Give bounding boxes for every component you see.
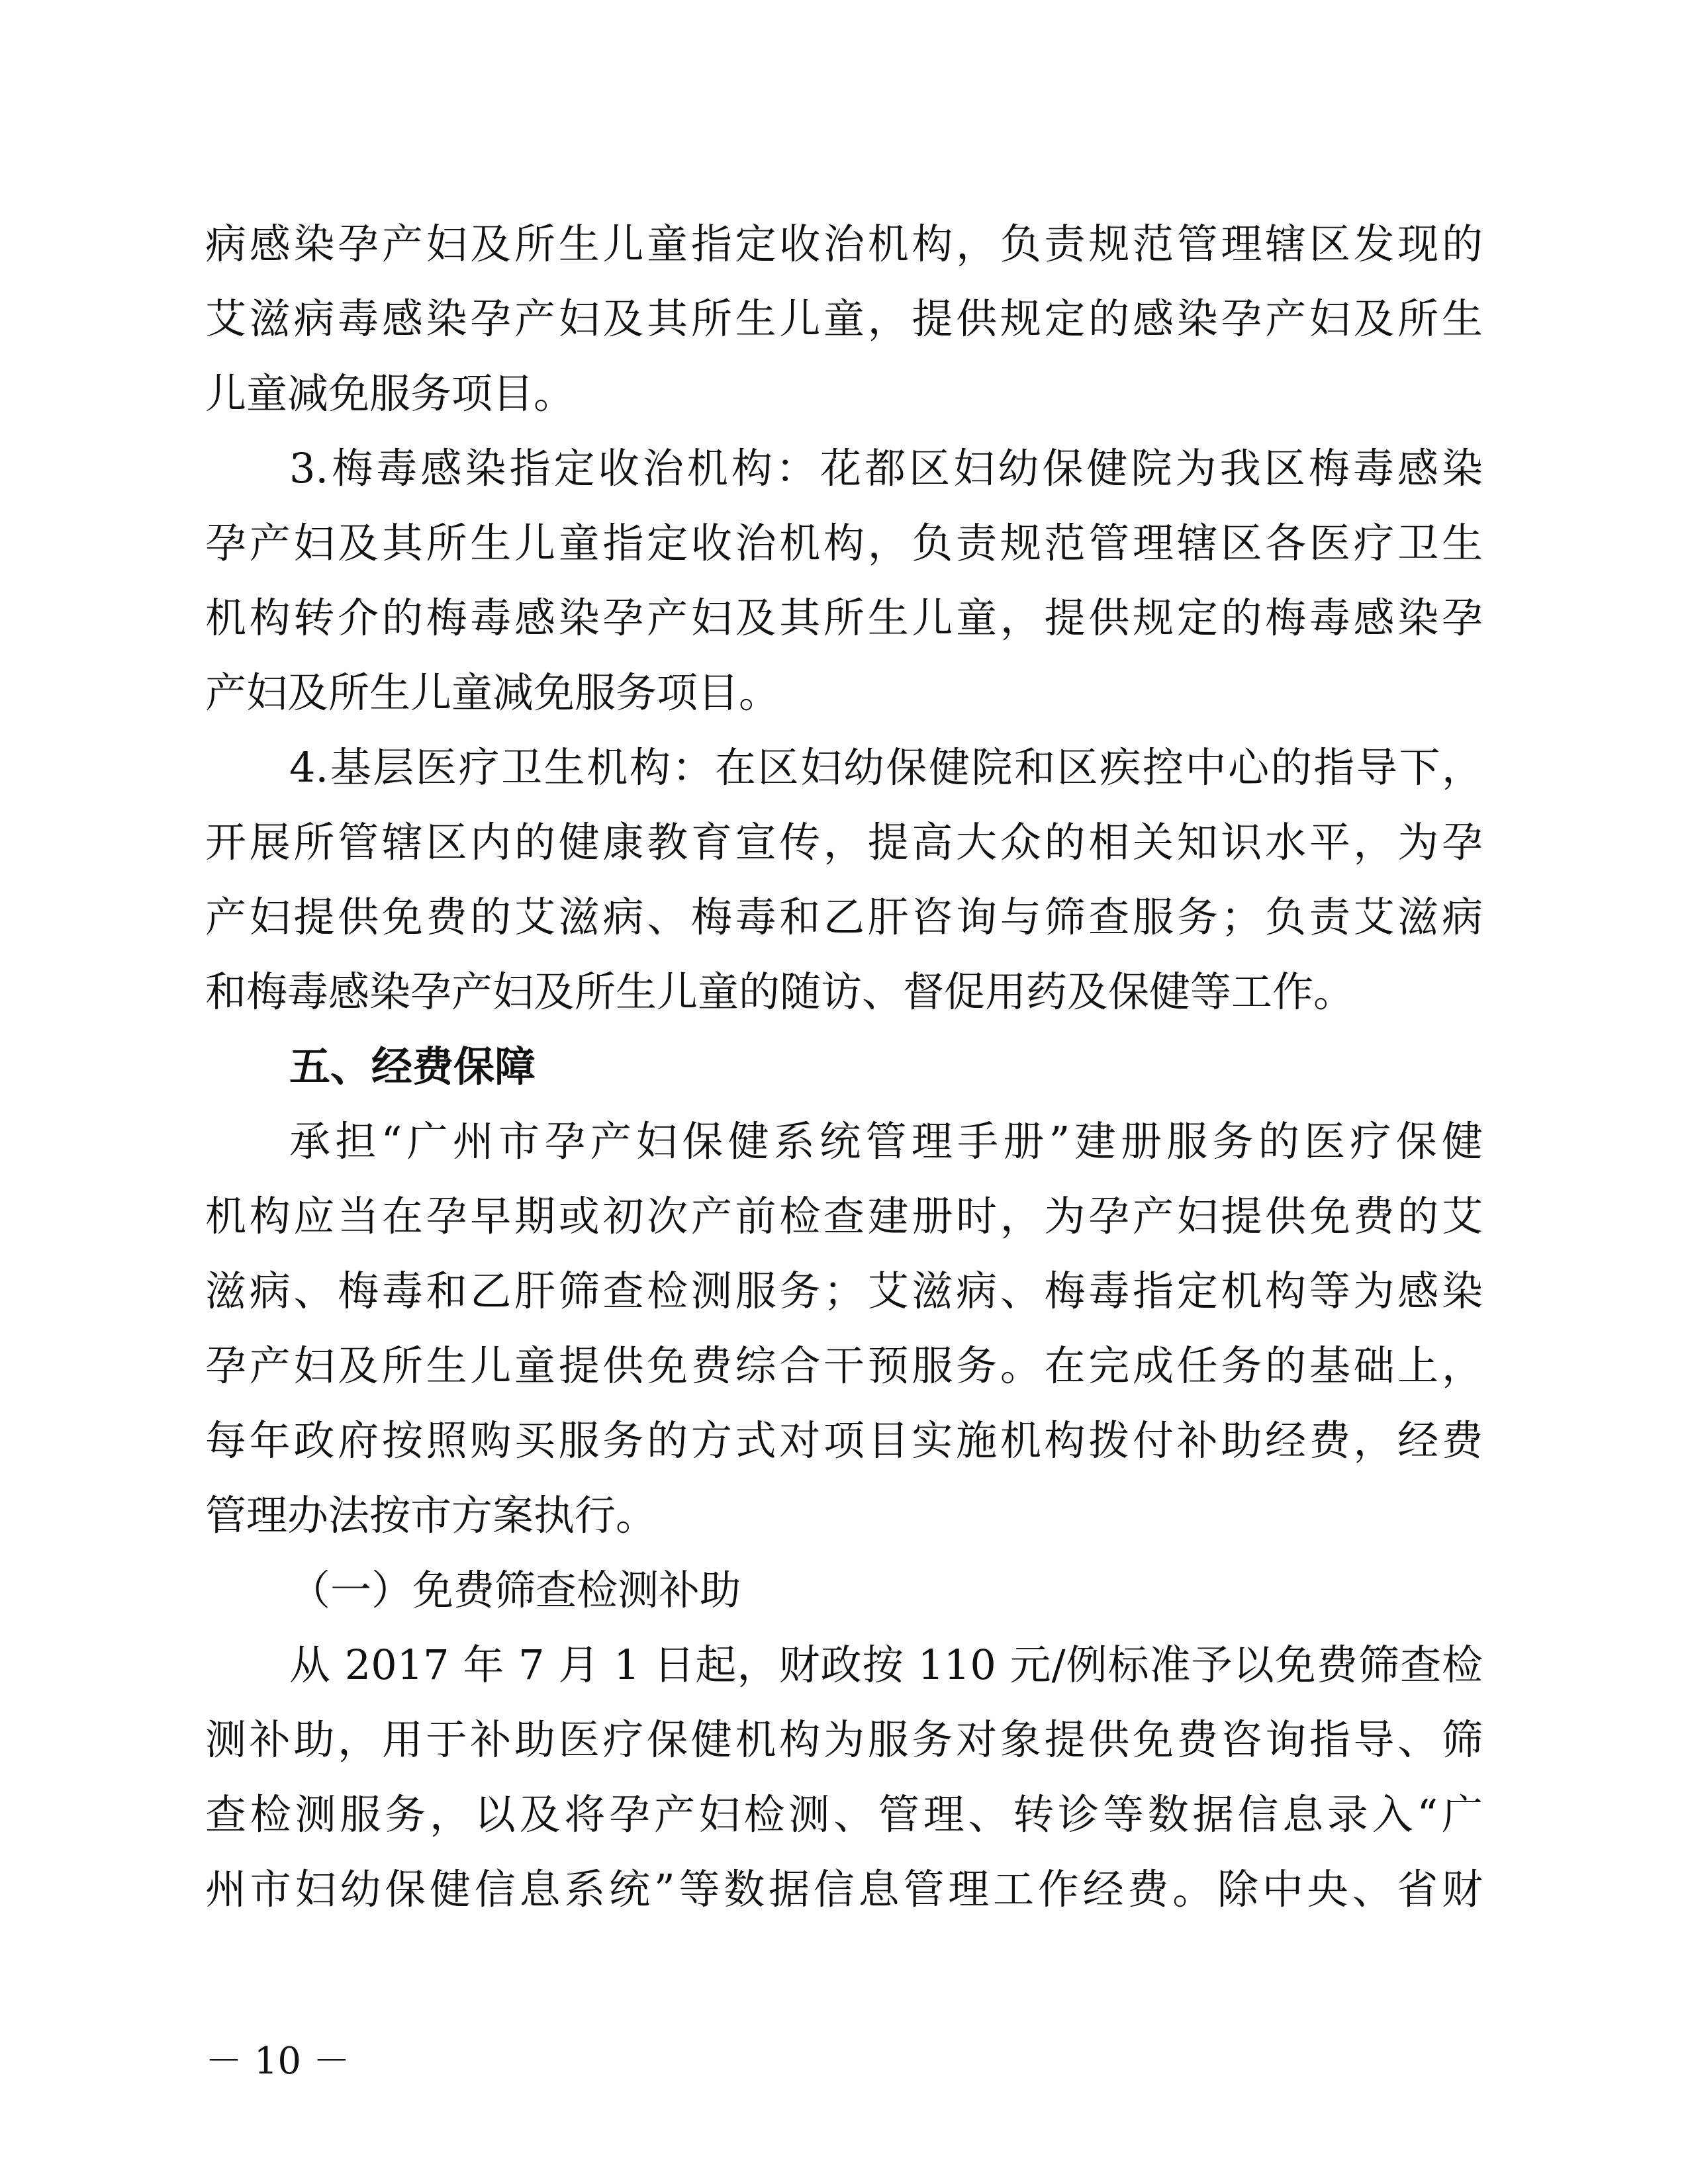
text-line-8: 4.基层医疗卫生机构：在区妇幼保健院和区疾控中心的指导下， xyxy=(289,743,1483,792)
text-line-1: 病感染孕产妇及所生儿童指定收治机构，负责规范管理辖区发现的 xyxy=(205,220,1483,268)
text-line-16: 孕产妇及所生儿童提供免费综合干预服务。在完成任务的基础上， xyxy=(205,1342,1483,1390)
text-line-15: 滋病、梅毒和乙肝筛查检测服务；艾滋病、梅毒指定机构等为感染 xyxy=(205,1267,1483,1315)
text-line-4: 3.梅毒感染指定收治机构：花都区妇幼保健院为我区梅毒感染 xyxy=(289,444,1483,492)
text-line-17: 每年政府按照购买服务的方式对项目实施机构拨付补助经费，经费 xyxy=(205,1416,1483,1465)
text-line-3: 儿童减免服务项目。 xyxy=(205,369,575,418)
text-line-7: 产妇及所生儿童减免服务项目。 xyxy=(205,668,780,717)
text-line-13: 承担“广州市孕产妇保健系统管理手册”建册服务的医疗保健 xyxy=(289,1117,1483,1165)
text-line-20: 从 2017 年 7 月 1 日起，财政按 110 元/例标准予以免费筛查检 xyxy=(289,1641,1483,1689)
text-line-5: 孕产妇及其所生儿童指定收治机构，负责规范管理辖区各医疗卫生 xyxy=(205,519,1483,567)
section-heading-funding: 五、经费保障 xyxy=(289,1042,536,1091)
text-line-2: 艾滋病毒感染孕产妇及其所生儿童，提供规定的感染孕产妇及所生 xyxy=(205,295,1483,343)
text-line-18: 管理办法按市方案执行。 xyxy=(205,1491,657,1539)
text-line-14: 机构应当在孕早期或初次产前检查建册时，为孕产妇提供免费的艾 xyxy=(205,1192,1483,1240)
text-line-22: 查检测服务，以及将孕产妇检测、管理、转诊等数据信息录入“广 xyxy=(205,1790,1483,1839)
text-line-10: 产妇提供免费的艾滋病、梅毒和乙肝咨询与筛查服务；负责艾滋病 xyxy=(205,893,1483,941)
text-line-6: 机构转介的梅毒感染孕产妇及其所生儿童，提供规定的梅毒感染孕 xyxy=(205,594,1483,642)
text-line-11: 和梅毒感染孕产妇及所生儿童的随访、督促用药及保健等工作。 xyxy=(205,968,1355,1016)
text-line-9: 开展所管辖区内的健康教育宣传，提高大众的相关知识水平，为孕 xyxy=(205,818,1483,866)
text-line-23: 州市妇幼保健信息系统”等数据信息管理工作经费。除中央、省财 xyxy=(205,1865,1483,1913)
subsection-heading-screening-subsidy: （一）免费筛查检测补助 xyxy=(289,1566,741,1614)
page-number: － 10 － xyxy=(205,2040,350,2083)
text-line-21: 测补助，用于补助医疗保健机构为服务对象提供免费咨询指导、筛 xyxy=(205,1715,1483,1764)
